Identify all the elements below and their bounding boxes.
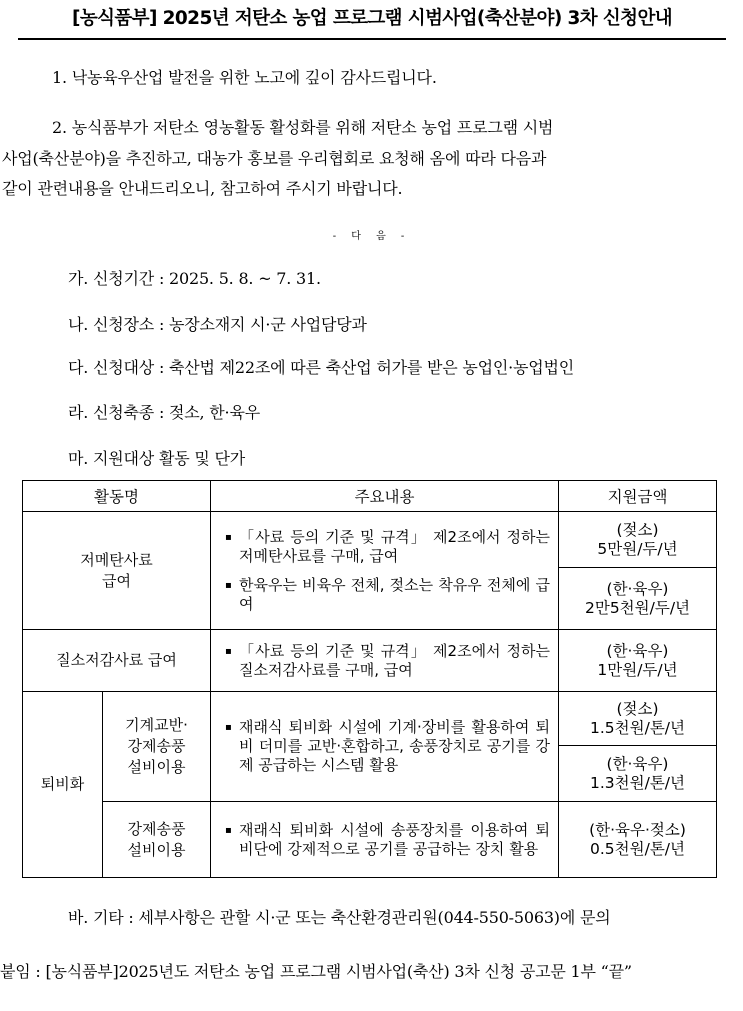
amount-value: 2만5천원/두/년	[584, 598, 691, 617]
list-item	[225, 821, 550, 859]
amount-label: (한·육우)	[606, 579, 669, 598]
compost-forced-name	[103, 802, 211, 878]
paragraph-2-line-1: 2. 농식품부가 저탄소 영농활동 활성화를 위해 저탄소 농업 프로그램 시범	[52, 118, 554, 137]
header-content: 주요내용	[211, 481, 559, 512]
list-item	[225, 576, 550, 614]
name-line: 강제송풍	[127, 819, 186, 838]
item-eligible-applicants: 다. 신청대상 : 축산법 제22조에 따른 축산업 허가를 받은 농업인·농업법인	[68, 358, 575, 377]
amount-label: (젖소)	[616, 520, 659, 539]
feed-bullet-1: 「사료 등의 기준 및 규격」 제2조에서 정하는 저메탄사료를 구매, 급여	[239, 527, 551, 565]
section-divider-label: - 다 음 -	[332, 231, 411, 242]
compost-mechanical-content	[211, 692, 559, 802]
paragraph-2-line-3: 같이 관련내용을 안내드리오니, 참고하여 주시기 바랍니다.	[2, 179, 403, 198]
item-livestock-species: 라. 신청축종 : 젖소, 한·육우	[68, 403, 260, 422]
amount-value: 1.3천원/톤/년	[590, 773, 686, 792]
nitrogen-content	[211, 630, 559, 692]
feed-amount-beef	[559, 568, 717, 630]
item-application-place: 나. 신청장소 : 농장소재지 시·군 사업담당과	[68, 315, 367, 334]
feed-name-line-2: 급여	[102, 571, 131, 590]
bullet-icon: ▪	[225, 579, 232, 591]
compost-group-name: 퇴비화	[23, 692, 103, 878]
feed-activity-name	[23, 512, 211, 630]
item-other-inquiry: 바. 기타 : 세부사항은 관할 시·군 또는 축산환경관리원(044-550-5063)에 문의	[68, 908, 611, 927]
compost-forced-amount	[559, 802, 717, 878]
amount-label: (젖소)	[616, 699, 659, 718]
document-title-text: [농식품부] 2025년 저탄소 농업 프로그램 시범사업(축산분야) 3차 신청안내	[72, 8, 672, 29]
name-line: 설비이용	[127, 758, 186, 776]
list-item	[225, 718, 550, 775]
feed-name-line-1: 저메탄사료	[80, 550, 153, 569]
compost-forced-content	[211, 802, 559, 878]
nitrogen-activity-name: 질소저감사료 급여	[23, 630, 211, 692]
amount-value: 1.5천원/톤/년	[590, 718, 686, 737]
document-title	[18, 0, 726, 40]
feed-content	[211, 512, 559, 630]
feed-amount-dairy	[559, 512, 717, 568]
support-table	[22, 480, 717, 878]
nitrogen-bullet-1: 「사료 등의 기준 및 규격」 제2조에서 정하는 질소저감사료를 구매, 급여	[239, 641, 551, 679]
table-row-feed	[23, 512, 717, 568]
bullet-icon: ▪	[225, 722, 232, 733]
paragraph-1: 1. 낙농육우산업 발전을 위한 노고에 깊이 감사드립니다.	[52, 68, 437, 87]
bullet-icon: ▪	[225, 531, 232, 543]
table-row-compost-forced	[23, 802, 717, 878]
header-activity: 활동명	[23, 481, 211, 512]
list-item	[225, 528, 550, 566]
compost-mechanical-amount-beef	[559, 746, 717, 802]
name-line: 강제송풍	[127, 737, 186, 755]
attachment-note: 붙임 : [농식품부]2025년도 저탄소 농업 프로그램 시범사업(축산) 3차 신청 공고문 1부 “끝”	[0, 962, 632, 981]
amount-value: 1만원/두/년	[597, 660, 678, 679]
table-header-row	[23, 481, 717, 512]
nitrogen-amount	[559, 630, 717, 692]
amount-label: (한·육우·젖소)	[589, 820, 686, 839]
compost-mechanical-bullet: 재래식 퇴비화 시설에 기계·장비를 활용하여 퇴비 더미를 교반·혼합하고, 송풍장치로 공기를 강제 공급하는 시스템 활용	[239, 718, 551, 774]
paragraph-2-line-2: 사업(축산분야)을 추진하고, 대농가 홍보를 우리협회로 요청해 옴에 따라 다음과	[2, 149, 547, 168]
amount-value: 0.5천원/톤/년	[590, 839, 686, 858]
table-row-compost-mechanical	[23, 692, 717, 746]
item-support-activities: 마. 지원대상 활동 및 단가	[68, 449, 245, 468]
amount-label: (한·육우)	[606, 754, 669, 773]
name-line: 설비이용	[127, 840, 186, 859]
bullet-icon: ▪	[225, 645, 232, 657]
table-row-nitrogen	[23, 630, 717, 692]
amount-label: (한·육우)	[606, 641, 669, 660]
name-line: 기계교반·	[125, 716, 188, 734]
compost-mechanical-name	[103, 692, 211, 802]
list-item	[225, 642, 550, 680]
header-amount: 지원금액	[559, 481, 717, 512]
compost-forced-bullet: 재래식 퇴비화 시설에 송풍장치를 이용하여 퇴비단에 강제적으로 공기를 공급하는 장치 활용	[239, 820, 551, 858]
bullet-icon: ▪	[225, 824, 232, 836]
feed-bullet-2: 한육우는 비육우 전체, 젖소는 착유우 전체에 급여	[239, 575, 551, 613]
amount-value: 5만원/두/년	[597, 539, 678, 558]
item-application-period: 가. 신청기간 : 2025. 5. 8. ~ 7. 31.	[68, 269, 321, 288]
compost-mechanical-amount-dairy	[559, 692, 717, 746]
